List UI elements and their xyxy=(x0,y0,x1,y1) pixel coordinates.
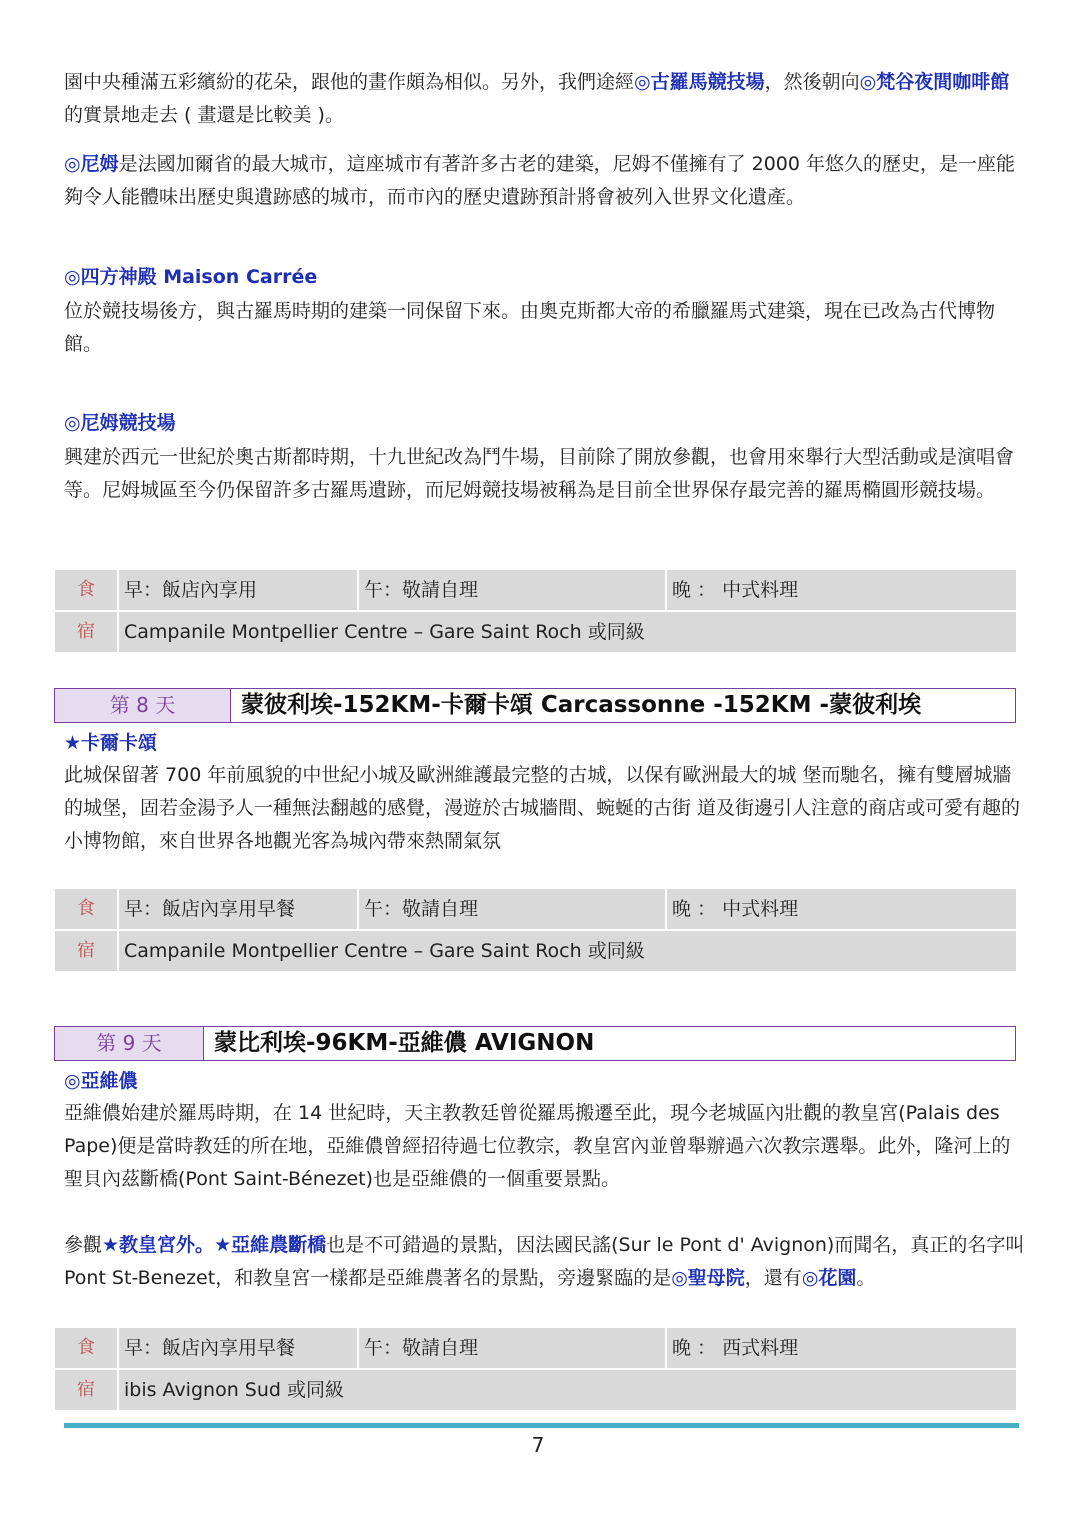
dinner-cell: 晚 ： 西式料理 xyxy=(672,1337,799,1359)
lunch-cell: 午：敬請自理 xyxy=(359,1328,667,1368)
dinner-cell: 晚 ： 中式料理 xyxy=(672,898,799,920)
meal-row xyxy=(55,889,1016,931)
lunch-cell: 午：敬請自理 xyxy=(359,889,667,929)
intro-paragraph xyxy=(64,66,1026,132)
page-number: 7 xyxy=(531,1433,545,1457)
stay-label: 宿 xyxy=(55,1370,119,1410)
nimes-highlight: ◎尼姆 xyxy=(64,153,119,175)
dinner-cell: 晚 ： 中式料理 xyxy=(672,579,799,601)
visit-text-3: ，還有 xyxy=(744,1267,802,1289)
day-title: 蒙比利埃-96KM-亞維儂 AVIGNON xyxy=(214,1030,595,1056)
day-title: 蒙彼利埃-152KM-卡爾卡頌 Carcassonne -152KM -蒙彼利埃 xyxy=(241,692,922,718)
carcassonne-heading: ★卡爾卡頌 xyxy=(64,732,158,754)
meal-table-day8 xyxy=(55,889,1016,971)
food-label: 食 xyxy=(55,889,119,929)
food-label: 食 xyxy=(55,1328,119,1368)
visit-text-2: 也是不可錯過的景點，因法國民謠(Sur le Pont d' Avignon)而聞名，真正的名字叫 Pont St-Benezet，和教皇宮一樣都是亞維農著名的景點，旁邊緊臨的是 xyxy=(64,1234,1025,1289)
meal-table-day7 xyxy=(55,570,1016,652)
hotel-row xyxy=(55,931,1016,971)
stay-label: 宿 xyxy=(55,612,119,652)
avignon-bridge-highlight: ★亞維農斷橋 xyxy=(214,1234,327,1256)
intro-text-3: 的實景地走去 ( 畫還是比較美 )。 xyxy=(64,104,344,126)
visit-text-1: 參觀 xyxy=(64,1234,103,1256)
nimes-arena-heading: ◎尼姆競技場 xyxy=(64,412,176,434)
avignon-visit-paragraph xyxy=(64,1229,1026,1295)
hotel-cell: Campanile Montpellier Centre – Gare Saint Roch 或同級 xyxy=(124,940,645,962)
nimes-paragraph xyxy=(64,148,1026,214)
stay-label: 宿 xyxy=(55,931,119,971)
hotel-cell: ibis Avignon Sud 或同級 xyxy=(124,1379,344,1401)
footer-divider xyxy=(64,1423,1019,1428)
hotel-cell: Campanile Montpellier Centre – Gare Saint Roch 或同級 xyxy=(124,621,645,643)
lunch-cell: 午：敬請自理 xyxy=(359,570,667,610)
garden-highlight: ◎花園 xyxy=(801,1267,857,1289)
meal-row xyxy=(55,1328,1016,1370)
intro-text-2: ，然後朝向 xyxy=(764,71,860,93)
papal-palace-highlight: ★教皇宮外。 xyxy=(102,1234,215,1256)
hotel-row xyxy=(55,1370,1016,1410)
visit-text-4: 。 xyxy=(856,1267,876,1289)
meal-table-day9 xyxy=(55,1328,1016,1410)
maison-carree-text: 位於競技場後方，與古羅馬時期的建築一同保留下來。由奧克斯都大帝的希臘羅馬式建築，現在已改為古代博物館。 xyxy=(64,300,996,355)
nimes-arena-text: 興建於西元一世紀於奧古斯都時期，十九世紀改為鬥牛場，目前除了開放參觀，也會用來舉行大型活動或是演唱會等。尼姆城區至今仍保留許多古羅馬遺跡，而尼姆競技場被稱為是目前全世界保存最完善的羅馬橢圓形競技場。 xyxy=(64,446,1015,501)
avignon-text: 亞維儂始建於羅馬時期，在 14 世紀時，天主教教廷曾從羅馬搬遷至此，現今老城區內壯觀的教皇宮(Palais des Pape)便是當時教廷的所在地，亞維儂曾經招待過七位教宗，教皇宮內並曾舉辦過六次教宗選舉。此外，隆河上的聖貝內茲斷橋(Pont Saint-Bénezet)也是亞維儂的一個重要景點。 xyxy=(64,1102,1011,1190)
nimes-text: 是法國加爾省的最大城市，這座城市有著許多古老的建築，尼姆不僅擁有了 2000 年悠久的歷史，是一座能夠令人能體味出歷史與遺跡感的城市，而市內的歷史遺跡預計將會被列入世界文化遺產。 xyxy=(64,153,1016,208)
meal-row xyxy=(55,570,1016,612)
breakfast-cell: 早：飯店內享用早餐 xyxy=(119,1328,359,1368)
van-gogh-cafe-link: ◎梵谷夜間咖啡館 xyxy=(859,71,1010,93)
breakfast-cell: 早：飯店內享用早餐 xyxy=(119,889,359,929)
notre-dame-highlight: ◎聖母院 xyxy=(671,1267,745,1289)
avignon-heading: ◎亞維儂 xyxy=(64,1070,138,1092)
day-number: 第 8 天 xyxy=(55,689,231,722)
day-8-header xyxy=(54,688,1016,723)
day-9-header xyxy=(54,1026,1016,1061)
day-number: 第 9 天 xyxy=(55,1027,204,1060)
intro-text-1: 園中央種滿五彩繽紛的花朵，跟他的畫作頗為相似。另外，我們途經 xyxy=(64,71,635,93)
hotel-row xyxy=(55,612,1016,652)
carcassonne-text: 此城保留著 700 年前風貌的中世紀小城及歐洲維護最完整的古城，以保有歐洲最大的城 堡而馳名，擁有雙層城牆的城堡，固若金湯予人一種無法翻越的感覺，漫遊於古城牆間、蜿蜒的古街 道及街邊引人注意的商店或可愛有趣的小博物館，來自世界各地觀光客為城內帶來熱鬧氣氛 xyxy=(64,764,1021,852)
maison-carree-heading: ◎四方神殿 Maison Carrée xyxy=(64,266,318,288)
breakfast-cell: 早：飯店內享用 xyxy=(119,570,359,610)
roman-arena-link: ◎古羅馬競技場 xyxy=(634,71,765,93)
food-label: 食 xyxy=(55,570,119,610)
